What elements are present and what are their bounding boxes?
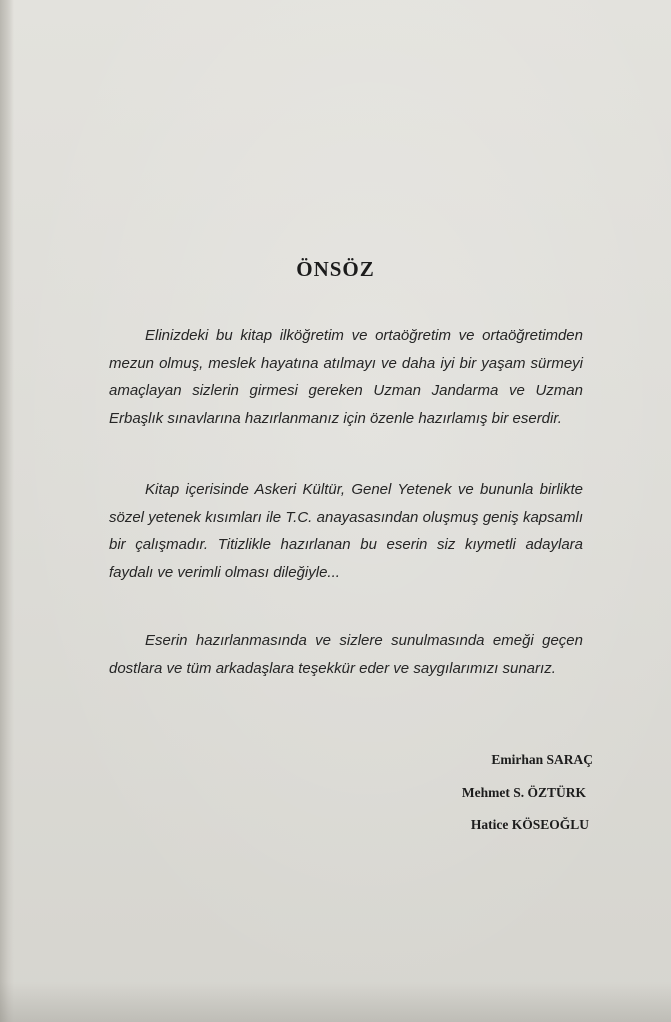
- preface-paragraph-1: [109, 322, 583, 432]
- author-signature-2: Mehmet S. ÖZTÜRK: [461, 785, 586, 800]
- author-signature-3: Hatice KÖSEOĞLU: [470, 817, 589, 832]
- page-binding-edge: [0, 0, 14, 1022]
- page-title: ÖNSÖZ: [296, 257, 375, 281]
- page-bottom-shadow: [0, 982, 671, 1022]
- author-signature-1: Emirhan SARAÇ: [491, 752, 593, 767]
- preface-paragraph-2: [109, 476, 583, 586]
- paragraph-text: Kitap içerisinde Askeri Kültür, Genel Yetenek ve bununla birlikte sözel yetenek kısımları ile T.C. anayasasından oluşmuş geniş kapsamlı bir çalışmadır. Titizlikle hazırlanan bu eserin siz kıymetli adaylara faydalı ve verimli olması dileğiyle...: [109, 481, 583, 581]
- paragraph-text: Elinizdeki bu kitap ilköğretim ve ortaöğretim ve ortaöğretimden mezun olmuş, meslek hayatına atılmayı ve daha iyi bir yaşam sürmeyi amaçlayan sizlerin girmesi gereken Uzman Jandarma ve Uzman Erbaşlık sınavlarına hazırlanmanız için özenle hazırlamış bir eserdir.: [109, 327, 583, 427]
- paragraph-text: Eserin hazırlanmasında ve sizlere sunulmasında emeği geçen dostlara ve tüm arkadaşlara teşekkür eder ve saygılarımızı sunarız.: [109, 632, 583, 677]
- preface-paragraph-3: [109, 627, 583, 682]
